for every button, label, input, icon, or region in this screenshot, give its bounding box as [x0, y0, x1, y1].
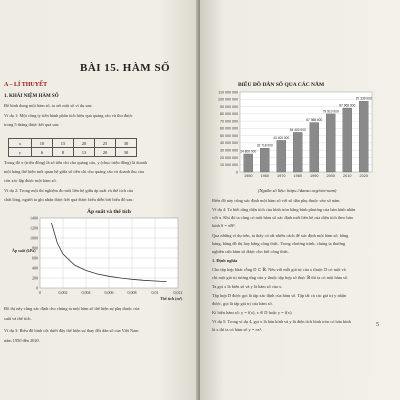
y-tick-label: 90 000 000 — [220, 104, 238, 109]
paragraph-line: Cho tập hợp khác rỗng D ⊂ ℝ. Nếu với mỗi giá trị của x thuộc D có một và — [212, 267, 346, 272]
paragraph-line: Ví dụ 5: Trong ví dụ 4, gọi x là bán kính và y là diện tích hình tròn có bán kính — [212, 319, 351, 324]
population-bar — [359, 101, 368, 172]
y-tick-label: 110 000 000 — [218, 90, 238, 95]
lesson-title: BÀI 15. HÀM SỐ — [80, 62, 171, 74]
population-bar — [310, 123, 319, 172]
x-tick-label: 0,004 — [81, 290, 91, 295]
table-cell: 10 — [32, 139, 53, 148]
population-bar — [343, 108, 352, 172]
bar-value-label: 54 400 000 — [289, 127, 306, 132]
y-tick-label: 0 — [36, 285, 38, 291]
population-bar — [326, 114, 335, 172]
x-tick-label: 1960 — [260, 174, 269, 178]
x-tick-label: 2020 — [359, 174, 368, 178]
table-cell: 6 — [32, 148, 53, 157]
data-source: (Nguồn số liệu: https://danso.org/viet-nam) — [258, 188, 337, 193]
x-tick-label: 2000 — [326, 174, 335, 178]
paragraph-line: Qua những ví dụ trên, ta thấy có rất nhiều cách để xác định một hàm số: bằng — [212, 233, 349, 238]
y-tick-label: 30 000 000 — [220, 148, 238, 153]
y-tick-label: 70 000 000 — [220, 119, 238, 124]
y-tick-label: 10 000 000 — [220, 163, 238, 168]
x-tick-label: 0,008 — [127, 290, 137, 295]
y-tick-label: 1000 — [30, 235, 38, 241]
chart-title: Áp suất và thể tích — [86, 209, 132, 215]
bar-value-label: 87 968 000 — [339, 103, 356, 108]
y-axis-label: Áp suất (kPa) — [12, 248, 36, 253]
y-tick-label: 80 000 000 — [220, 112, 238, 117]
paragraph-line: chất lỏng, người ta ghi nhận được kết quả được biểu diễn bởi biểu đồ sau: — [4, 197, 134, 202]
table-cell: x — [9, 139, 32, 148]
x-tick-label: 0 — [39, 290, 41, 295]
paragraph-line: Ví dụ 1: Một công ty tiến hành phân tích hiệu quả quảng cáo và thu được — [4, 113, 133, 118]
population-bar-chart — [206, 88, 374, 184]
paragraph-line: bảng, bằng đồ thị hay bằng công thức. Trong chương trình, chúng ta thường — [212, 241, 346, 246]
table-row — [9, 148, 137, 157]
paragraph-line: Biểu đồ này cũng xác định một hàm số với số dân phụ thuộc vào số năm. — [212, 198, 341, 203]
definition-heading: 1. Định nghĩa — [212, 258, 238, 263]
paragraph-line: một bảng thể hiện mối quan hệ giữa số tiền chi cho quảng cáo và doanh thu của — [4, 169, 144, 174]
right-page — [200, 0, 400, 400]
table-cell: 20 — [74, 139, 95, 148]
data-table — [8, 138, 137, 157]
table-row — [9, 139, 137, 148]
bar-value-label: 67 988 000 — [306, 118, 323, 123]
paragraph-line: còn xác lập được một hàm số. — [4, 178, 57, 183]
bar-value-label: 32 718 000 — [256, 143, 273, 148]
paragraph-line: Ví dụ 3: Biểu đồ hình cột dưới đây thể hiện sự thay đổi dân số của Việt Nam — [4, 328, 139, 333]
y-tick-label: 800 — [32, 245, 38, 251]
subsection-heading: 1. KHÁI NIỆM HÀM SỐ — [4, 94, 59, 99]
x-tick-label: 0,006 — [104, 290, 114, 295]
y-tick-label: 1400 — [30, 215, 38, 221]
paragraph-line: được, gọi là tập giá trị của hàm số. — [212, 301, 273, 306]
y-tick-label: 100 000 000 — [218, 97, 238, 102]
paragraph-line: Ví dụ 2: Trong một thí nghiệm đo mối liên hệ giữa áp suất và thể tích của — [4, 188, 134, 193]
paragraph-line: Để hình dung một hàm số, ta xét một số ví dụ sau: — [4, 103, 93, 108]
x-tick-label: 2010 — [343, 174, 352, 178]
x-tick-label: 0,01 — [151, 290, 159, 295]
x-tick-label: 0,002 — [58, 290, 68, 295]
y-tick-label: 60 000 000 — [220, 126, 238, 131]
paragraph-line: Trong đó x (triệu đồng) là số tiền chi cho quảng cáo, y (chục triệu đồng) là doanh — [4, 160, 147, 165]
table-cell: y — [9, 148, 32, 157]
population-chart-title: BIỂU ĐỒ DÂN SỐ QUA CÁC NĂM — [238, 82, 325, 88]
y-tick-label: 600 — [32, 255, 38, 261]
paragraph-line: trong 5 tháng được kết quả sau: — [4, 122, 60, 127]
paragraph-line: Ví dụ 4: Ta biết rằng diện tích của hình tròn bằng bình phương của bán kính nhân — [212, 207, 356, 212]
page-number: 5 — [376, 322, 379, 328]
y-tick-label: 0 — [236, 170, 238, 175]
paragraph-line: là x thì ta có hàm số y = πx². — [212, 327, 263, 332]
y-tick-label: 40 000 000 — [220, 141, 238, 146]
paragraph-line: suất và thể tích. — [4, 316, 32, 321]
paragraph-line: Ta gọi x là biến số và y là hàm số của x. — [212, 284, 283, 289]
bar-value-label: 79 910 000 — [322, 109, 339, 114]
y-tick-label: 50 000 000 — [220, 133, 238, 138]
paragraph-line: Tập hợp D được gọi là tập xác định của hàm số. Tập tất cả các giá trị y nhận — [212, 293, 346, 298]
y-tick-label: 400 — [32, 265, 38, 271]
x-tick-label: 1950 — [244, 174, 253, 178]
y-tick-label: 20 000 000 — [220, 155, 238, 160]
paragraph-line: năm 1950 đến 2020. — [4, 338, 40, 343]
table-cell: 8 — [53, 148, 74, 157]
population-bar — [244, 154, 253, 172]
section-heading: A – LÍ THUYẾT — [4, 82, 48, 88]
x-tick-label: 1990 — [310, 174, 319, 178]
y-tick-label: 200 — [32, 275, 38, 281]
population-bar — [293, 132, 302, 172]
table-cell: 15 — [53, 139, 74, 148]
bar-value-label: 97 339 000 — [355, 96, 372, 101]
table-cell: 30 — [116, 139, 137, 148]
x-axis-label: Thể tích (m³) — [160, 296, 183, 301]
table-cell: 25 — [95, 139, 116, 148]
paragraph-line: kính S = πR². — [212, 223, 236, 228]
x-tick-label: 0,012 — [173, 290, 183, 295]
paragraph-line: nghiên cứu hàm số được cho bởi công thức. — [212, 249, 290, 254]
table-cell: 30 — [116, 148, 137, 157]
y-tick-label: 1200 — [30, 225, 38, 231]
paragraph-line: Đồ thị này cũng xác định cho chúng ta một hàm số thể hiện sự phụ thuộc của — [4, 306, 140, 311]
paragraph-line: với π. Khi đó ta cũng có một hàm số xác định mới liên hệ của diện tích theo bán — [212, 215, 353, 220]
bar-value-label: 43 400 000 — [273, 135, 290, 140]
bar-value-label: 24 809 000 — [240, 149, 257, 154]
paragraph-line: chỉ một giá trị tương ứng của y thuộc tập hợp số thực ℝ thì ta có một hàm số. — [212, 275, 349, 280]
x-tick-label: 1980 — [293, 174, 302, 178]
table-cell: 13 — [74, 148, 95, 157]
x-tick-label: 1970 — [277, 174, 286, 178]
paragraph-line: Kí hiệu hàm số: y = f(x), x ∈ D hoặc y = f(x). — [212, 310, 293, 315]
population-bar — [260, 148, 269, 172]
population-bar — [277, 140, 286, 172]
pressure-volume-chart — [10, 206, 190, 302]
table-cell: 20 — [95, 148, 116, 157]
